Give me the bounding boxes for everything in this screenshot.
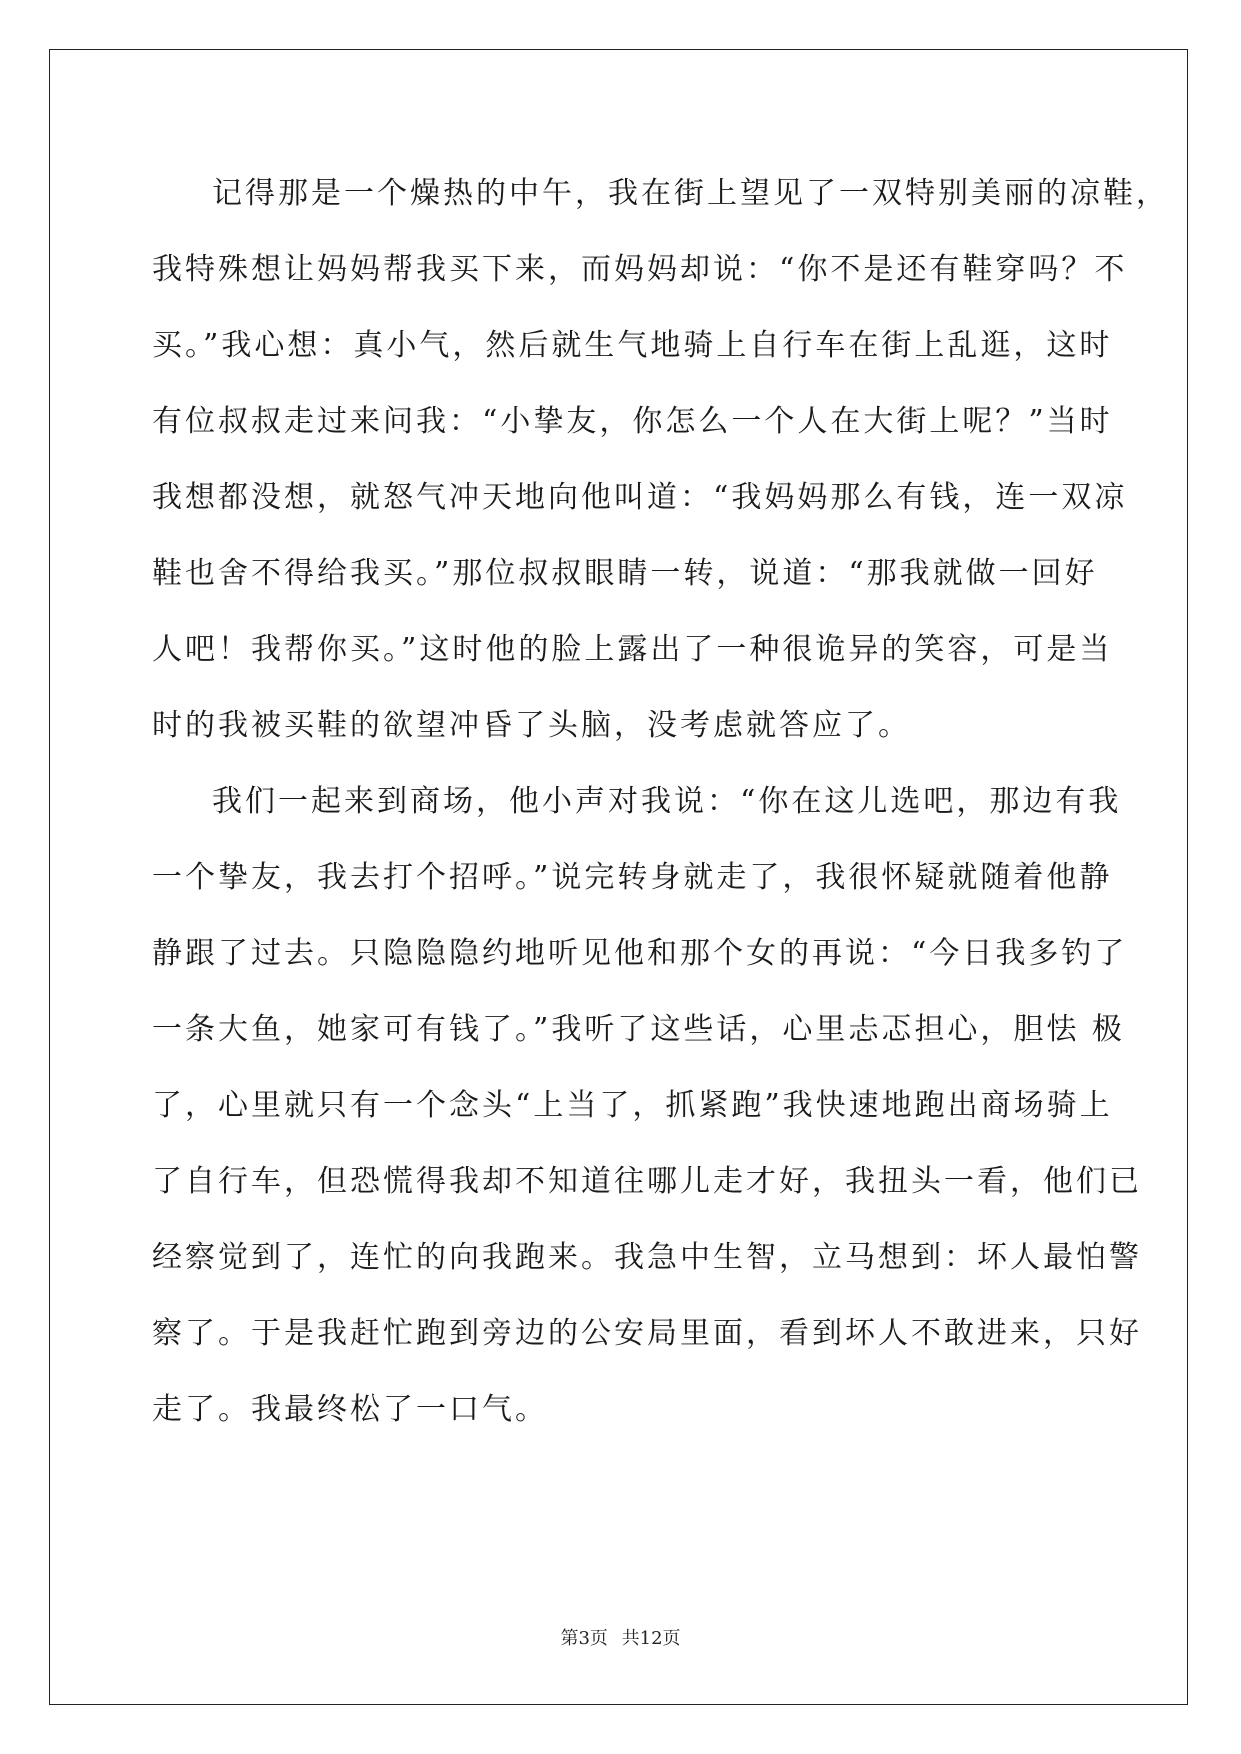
page-number: 第3页 (560, 1628, 608, 1649)
text-line: 人吧！我帮你买。”这时他的脸上露出了一种很诡异的笑容，可是当 (152, 632, 1113, 667)
text-line: 时的我被买鞋的欲望冲昏了头脑，没考虑就答应了。 (152, 708, 911, 743)
text-line: 记得那是一个燥热的中午，我在街上望见了一双特别美丽的凉鞋， (212, 176, 1169, 211)
text-line: 经察觉到了，连忙的向我跑来。我急中生智，立马想到：坏人最怕警 (152, 1240, 1142, 1275)
text-line: 鞋也舍不得给我买。”那位叔叔眼睛一转，说道：“那我就做一回好 (152, 556, 1098, 591)
page-total: 共12页 (621, 1628, 681, 1649)
text-line: 了自行车，但恐慌得我却不知道往哪儿走才好，我扭头一看，他们已 (152, 1164, 1142, 1199)
text-line: 我想都没想，就怒气冲天地向他叫道：“我妈妈那么有钱，连一双凉 (152, 480, 1128, 515)
paragraph-1 (152, 156, 1169, 764)
text-line: 有位叔叔走过来问我：“小挚友，你怎么一个人在大街上呢？”当时 (152, 404, 1113, 439)
text-line: 走了。我最终松了一口气。 (152, 1392, 548, 1427)
text-line: 察了。于是我赶忙跑到旁边的公安局里面，看到坏人不敢进来，只好 (152, 1316, 1142, 1351)
text-line: 买。”我心想：真小气，然后就生气地骑上自行车在街上乱逛，这时 (152, 328, 1113, 363)
text-line: 了，心里就只有一个念头“上当了，抓紧跑”我快速地跑出商场骑上 (152, 1088, 1113, 1123)
document-body (152, 156, 1169, 1448)
paragraph-2 (152, 764, 1142, 1448)
text-line: 一条大鱼，她家可有钱了。”我听了这些话，心里忐忑担心，胆怯 极 (152, 1012, 1125, 1047)
text-line: 我们一起来到商场，他小声对我说：“你在这儿选吧，那边有我 (212, 784, 1122, 819)
text-line: 我特殊想让妈妈帮我买下来，而妈妈却说：“你不是还有鞋穿吗？不 (152, 252, 1128, 287)
page-footer (0, 1624, 1241, 1650)
text-line: 一个挚友，我去打个招呼。”说完转身就走了，我很怀疑就随着他静 (152, 860, 1113, 895)
text-line: 静跟了过去。只隐隐隐约地听见他和那个女的再说：“今日我多钓了 (152, 936, 1128, 971)
